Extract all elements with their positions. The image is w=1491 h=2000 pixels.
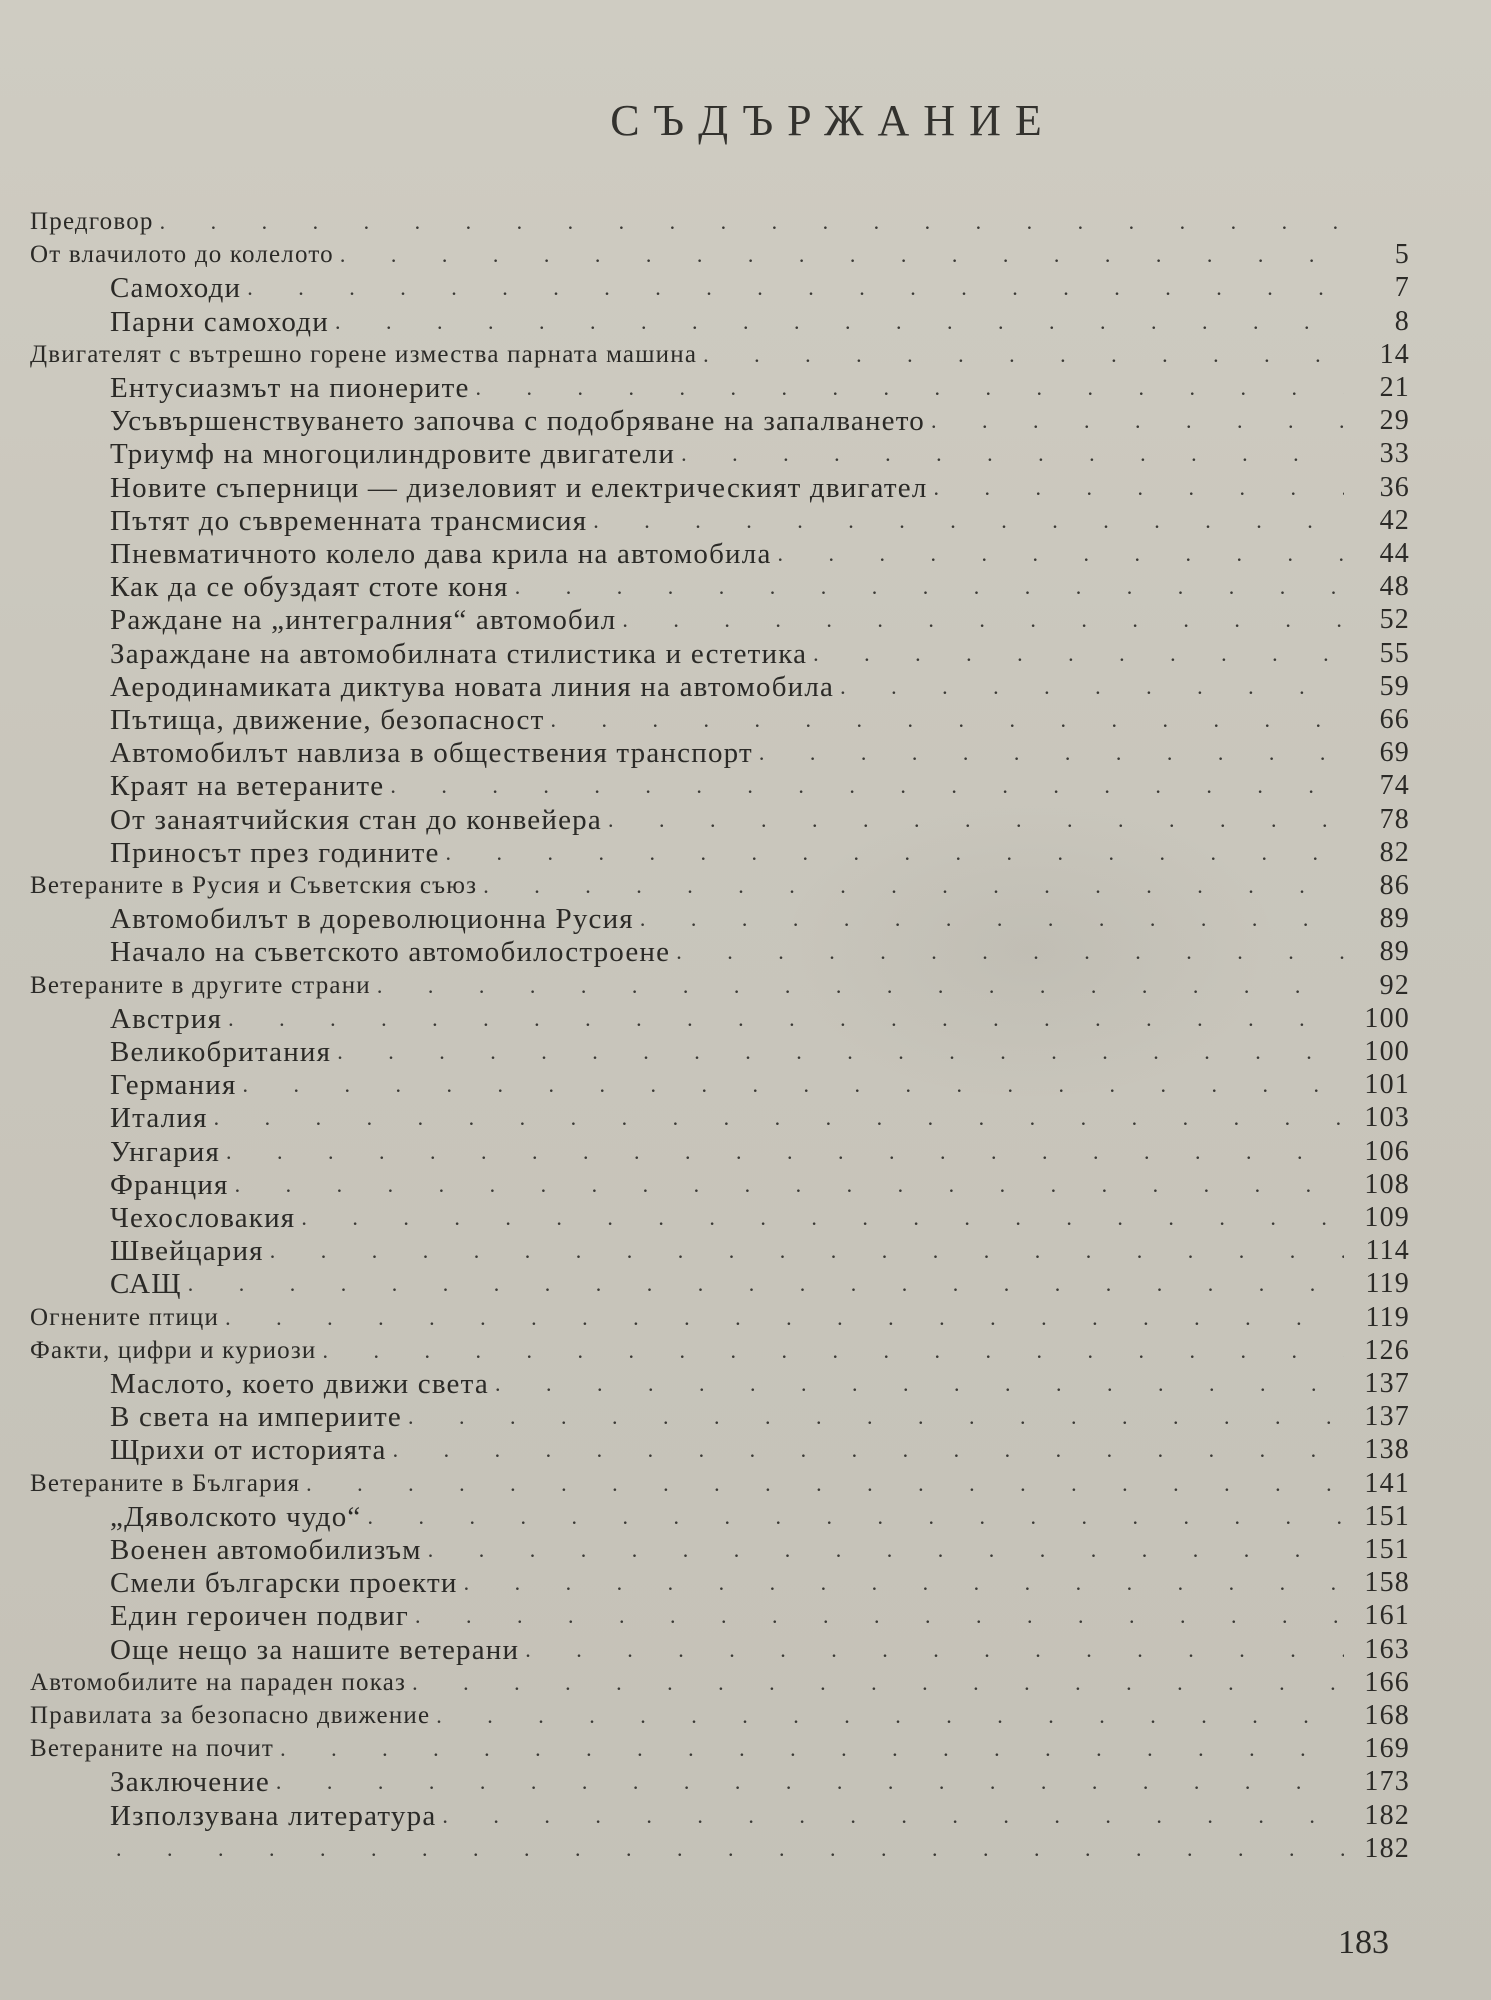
dot-leader (622, 603, 1344, 637)
toc-entry-title: От занаятчийския стан до конвейера (110, 803, 602, 836)
toc-entry-title: Усъвършенствуването започва с подобряване на запалването (110, 405, 925, 438)
dot-leader (476, 371, 1344, 405)
toc-entry-title: Ветераните в Русия и Съветския съюз (30, 872, 478, 899)
toc-entry-title: „Дяволското чудо“ (110, 1500, 362, 1533)
dot-leader (415, 1599, 1344, 1633)
toc-entry-title: Пътят до съвременната трансмисия (110, 504, 588, 537)
toc-entry (30, 1400, 1410, 1434)
toc-entry-title: Приносът през годините (110, 836, 440, 869)
dot-leader (340, 238, 1344, 272)
toc-entry-title: Ветераните на почит (30, 1735, 275, 1763)
toc-entry-page: 138 (1364, 1434, 1410, 1466)
dot-leader (160, 205, 1344, 239)
toc-entry (30, 1533, 1410, 1567)
toc-entry-title: Ветераните в България (30, 1469, 301, 1497)
toc-entry (30, 736, 1410, 770)
dot-leader (436, 1699, 1344, 1733)
dot-leader (276, 1765, 1344, 1799)
toc-entry-page: 173 (1364, 1766, 1410, 1798)
dot-leader (214, 1101, 1344, 1135)
toc-entry (30, 637, 1410, 671)
toc-entry-title: Смели български проекти (110, 1567, 458, 1600)
toc-entry-title: Зараждане на автомобилната стилистика и естетика (110, 637, 808, 670)
dot-leader (483, 869, 1344, 903)
toc-entry (30, 836, 1410, 870)
toc-entry-page: 100 (1364, 1036, 1410, 1067)
toc-entry-page: 69 (1379, 737, 1410, 769)
toc-entry (30, 803, 1410, 837)
toc-entry-title: Щрихи от историята (110, 1434, 387, 1467)
toc-entry-title: Ветераните в другите страни (30, 971, 371, 999)
toc-entry (30, 1201, 1410, 1235)
toc-entry-title: Как да се обуздаят стоте коня (110, 571, 509, 604)
toc-entry-page: 103 (1364, 1102, 1410, 1134)
toc-entry-page: 36 (1379, 471, 1410, 503)
toc-entry-page: 151 (1364, 1534, 1410, 1565)
toc-entry-title: Начало на съветското автомобилостроене (110, 936, 671, 969)
toc-entry-title: Още нещо за нашите ветерани (110, 1633, 520, 1666)
dot-leader (393, 1433, 1344, 1467)
dot-leader (235, 1168, 1344, 1202)
toc-entry-page: 108 (1364, 1168, 1410, 1200)
toc-entry (30, 969, 1410, 1003)
toc-entry-title: Автомобилът навлиза в обществения транспорт (110, 737, 753, 770)
toc-entry (30, 670, 1410, 704)
toc-entry-title: Огнените птици (30, 1303, 220, 1331)
toc-entry (30, 205, 1410, 239)
toc-entry-title: Военен автомобилизъм (110, 1534, 422, 1566)
toc-entry (30, 371, 1410, 405)
toc-entry (30, 437, 1410, 471)
toc-entry (30, 1599, 1410, 1633)
toc-entry-page: 119 (1365, 1268, 1410, 1300)
toc-entry-page: 158 (1364, 1567, 1410, 1599)
dot-leader (323, 1334, 1344, 1368)
toc-entry (30, 1433, 1410, 1467)
toc-entry-page: 78 (1379, 803, 1410, 835)
toc-entry-page: 82 (1379, 836, 1410, 868)
toc-entry-title: Един героичен подвиг (110, 1600, 409, 1633)
toc-entry (30, 1135, 1410, 1169)
toc-entry-page: 126 (1364, 1334, 1410, 1366)
dot-leader (306, 1467, 1344, 1501)
dot-leader (550, 703, 1344, 737)
toc-entry (30, 504, 1410, 538)
toc-entry-page: 8 (1394, 305, 1410, 337)
toc-entry (30, 1799, 1410, 1833)
toc-entry-page: 100 (1364, 1002, 1410, 1034)
toc-entry-title: В света на империите (110, 1401, 402, 1434)
toc-entry-page: 109 (1364, 1202, 1410, 1233)
toc-entry (30, 537, 1410, 571)
toc-entry-title: Чехословакия (110, 1202, 296, 1234)
toc-entry-title: Маслото, което движи света (110, 1368, 489, 1400)
toc-entry (30, 1765, 1410, 1799)
dot-leader (593, 504, 1344, 538)
toc-entry (30, 1633, 1410, 1667)
toc-entry (30, 1234, 1410, 1268)
toc-entry (30, 1566, 1410, 1600)
dot-leader (934, 471, 1345, 505)
toc-entry (30, 603, 1410, 637)
dot-leader (931, 404, 1344, 438)
dot-leader (442, 1799, 1344, 1833)
toc-entry-title: Триумф на многоцилиндровите двигатели (110, 438, 676, 471)
toc-entry-page: 86 (1379, 870, 1410, 901)
toc-entry (30, 1699, 1410, 1733)
toc-entry-title: Краят на ветераните (110, 770, 385, 803)
toc-entry-page: 55 (1379, 637, 1410, 669)
toc-entry (30, 570, 1410, 604)
dot-leader (390, 769, 1344, 803)
toc-entry-page: 119 (1365, 1301, 1410, 1333)
toc-entry-title: САЩ (110, 1268, 182, 1301)
toc-entry-title: Италия (110, 1102, 208, 1135)
dot-leader (228, 1002, 1344, 1036)
toc-entry-page: 33 (1379, 438, 1410, 470)
dot-leader (495, 1367, 1344, 1401)
toc-entry-title: Новите съперници — дизеловият и електрическият двигател (110, 471, 928, 504)
toc-entry-page: 52 (1379, 604, 1410, 636)
toc-entry-page: 166 (1364, 1666, 1410, 1698)
toc-entry-title: Използувана литература (110, 1799, 437, 1832)
toc-entry-page: 137 (1364, 1368, 1410, 1399)
dot-leader (525, 1633, 1344, 1667)
toc-entry (30, 1832, 1410, 1866)
toc-entry-title: Франция (110, 1168, 229, 1201)
dot-leader (301, 1201, 1344, 1235)
toc-entry-title: Пътища, движение, безопасност (110, 704, 545, 736)
toc-entry (30, 1101, 1410, 1135)
dot-leader (247, 271, 1344, 305)
toc-entry-page: 151 (1364, 1500, 1410, 1532)
dot-leader (116, 1832, 1344, 1866)
toc-entry-page: 141 (1364, 1467, 1410, 1499)
toc-entry (30, 1035, 1410, 1069)
toc-entry-page: 182 (1364, 1799, 1410, 1831)
dot-leader (515, 570, 1344, 604)
toc-entry-title: Швейцария (110, 1235, 264, 1268)
toc-entry-page: 66 (1379, 704, 1410, 735)
toc-entry (30, 305, 1410, 339)
toc-entry (30, 769, 1410, 803)
page-title: СЪДЪРЖАНИЕ (610, 96, 1056, 145)
toc-entry-title: Автомобилите на параден показ (30, 1668, 407, 1696)
toc-entry-page: 163 (1364, 1633, 1410, 1665)
toc-entry-title: Заключение (110, 1766, 270, 1799)
toc-entry-page: 44 (1379, 538, 1410, 569)
toc-entry-page: 89 (1379, 936, 1410, 968)
toc-entry (30, 1467, 1410, 1501)
dot-leader (226, 1135, 1344, 1169)
dot-leader (280, 1732, 1344, 1766)
toc-entry-title: Раждане на „интегралния“ автомобил (110, 604, 617, 637)
toc-entry-page: 182 (1364, 1832, 1410, 1864)
toc-entry (30, 1068, 1410, 1102)
dot-leader (337, 1035, 1344, 1069)
toc-entry-title: Самоходи (110, 272, 242, 305)
toc-entry (30, 1267, 1410, 1301)
dot-leader (225, 1301, 1344, 1335)
dot-leader (377, 969, 1344, 1003)
dot-leader (412, 1666, 1344, 1700)
toc-entry-page: 42 (1379, 504, 1410, 536)
toc-entry (30, 1168, 1410, 1202)
toc-entry-title: Двигателят с вътрешно горене измества парната машина (30, 340, 698, 368)
toc-entry-page: 89 (1379, 903, 1410, 935)
toc-entry (30, 271, 1410, 305)
toc-entry-title: От влачилото до колелото (30, 241, 334, 269)
toc-entry (30, 869, 1410, 903)
dot-leader (464, 1566, 1344, 1600)
toc-entry-page: 48 (1379, 571, 1410, 603)
toc-entry (30, 1301, 1410, 1335)
dot-leader (368, 1500, 1344, 1534)
dot-leader (640, 902, 1344, 936)
dot-leader (778, 537, 1344, 571)
toc-entry-title: Парни самоходи (110, 305, 329, 338)
page-number: 183 (1338, 1924, 1389, 1961)
toc-entry-page: 59 (1379, 670, 1410, 702)
toc-entry (30, 1666, 1410, 1700)
dot-leader (676, 935, 1344, 969)
toc-entry (30, 1002, 1410, 1036)
dot-leader (335, 305, 1344, 339)
toc-entry (30, 1732, 1410, 1766)
toc-entry-page: 114 (1365, 1235, 1410, 1267)
toc-entry (30, 404, 1410, 438)
toc-entry-page: 21 (1379, 372, 1410, 403)
toc-entry (30, 1500, 1410, 1534)
toc-entry-page: 169 (1364, 1733, 1410, 1765)
dot-leader (813, 637, 1344, 671)
toc-entry (30, 703, 1410, 737)
dot-leader (703, 338, 1344, 372)
toc-entry-page: 92 (1379, 969, 1410, 1001)
dot-leader (428, 1533, 1344, 1567)
toc-entry (30, 902, 1410, 936)
toc-entry-title: Австрия (110, 1002, 223, 1035)
toc-entry-title: Ентусиазмът на пионерите (110, 372, 470, 404)
dot-leader (243, 1068, 1345, 1102)
toc-entry-page: 137 (1364, 1401, 1410, 1433)
toc-entry-page: 5 (1394, 239, 1410, 271)
toc-entry-title: Унгария (110, 1135, 221, 1168)
toc-entry-page: 74 (1379, 770, 1410, 802)
toc-entry (30, 471, 1410, 505)
dot-leader (681, 437, 1344, 471)
toc-entry-title: Пневматичното колело дава крила на автомобила (110, 538, 772, 570)
dot-leader (608, 803, 1344, 837)
dot-leader (270, 1234, 1344, 1268)
toc-entry (30, 1367, 1410, 1401)
toc-entry (30, 338, 1410, 372)
dot-leader (759, 736, 1344, 770)
dot-leader (840, 670, 1344, 704)
toc-entry-page: 101 (1364, 1069, 1410, 1101)
toc-entry-page: 7 (1394, 272, 1410, 304)
dot-leader (188, 1267, 1344, 1301)
toc-entry-title: Факти, цифри и куриози (30, 1336, 317, 1364)
toc-entry-title: Правилата за безопасно движение (30, 1702, 431, 1729)
toc-entry (30, 935, 1410, 969)
toc-entry-page: 29 (1379, 405, 1410, 437)
toc-entry-page: 161 (1364, 1600, 1410, 1632)
toc-entry-page: 14 (1379, 338, 1410, 370)
toc-entry (30, 1334, 1410, 1368)
toc-entry-title: Предговор (30, 208, 154, 235)
dot-leader (408, 1400, 1344, 1434)
toc-entry-page: 106 (1364, 1135, 1410, 1167)
dot-leader (446, 836, 1344, 870)
toc-entry-title: Аеродинамиката диктува новата линия на автомобила (110, 670, 835, 703)
toc-entry-title: Германия (110, 1069, 237, 1102)
toc-entry (30, 238, 1410, 272)
toc-entry-page: 168 (1364, 1700, 1410, 1731)
toc-entry-title: Великобритания (110, 1036, 332, 1068)
toc-entry-title: Автомобилът в дореволюционна Русия (110, 903, 634, 936)
